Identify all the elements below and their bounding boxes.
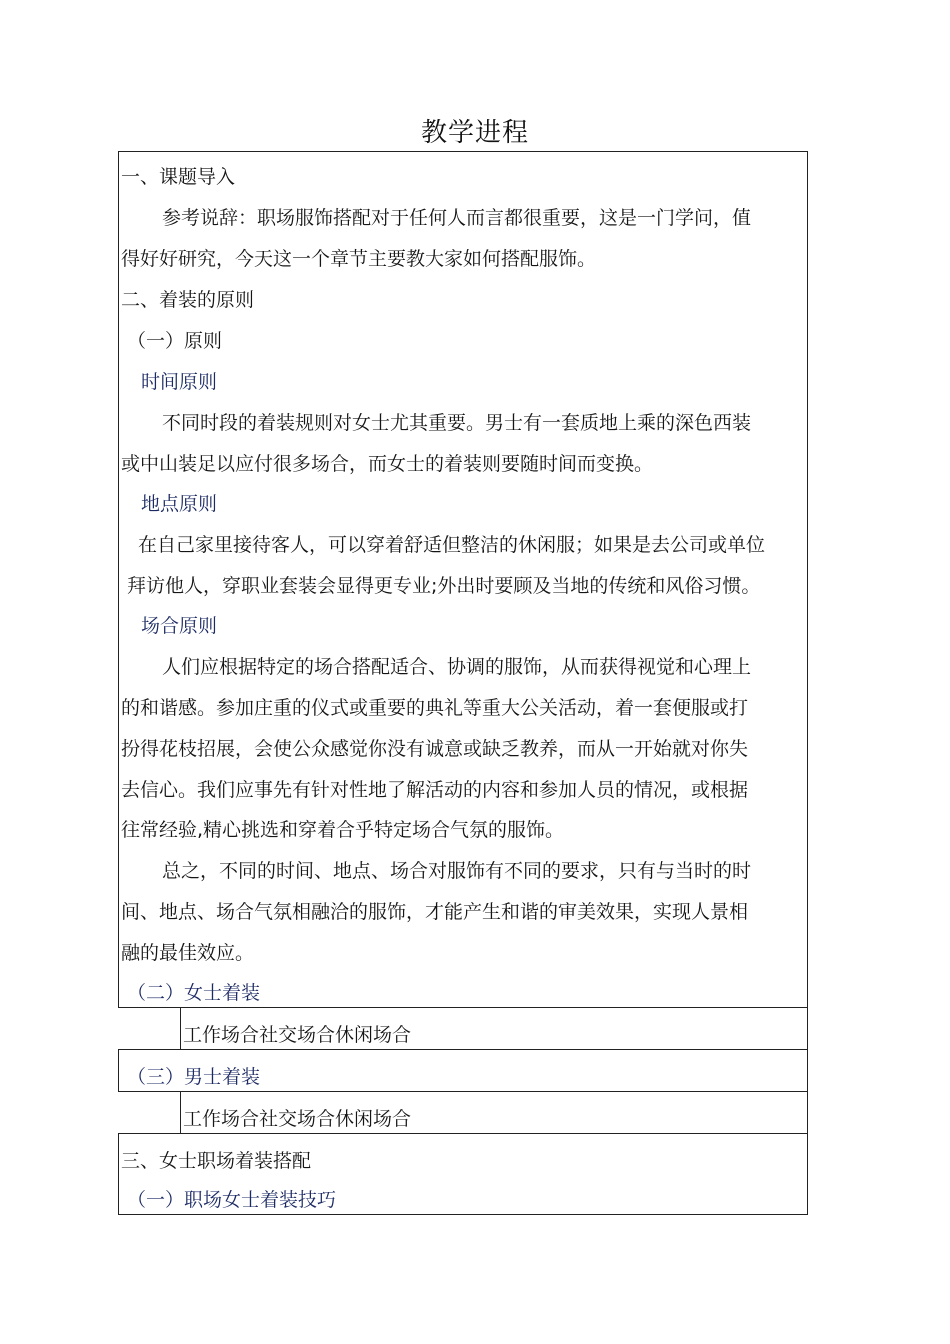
section-heading-workplace: 三、女士职场着装搭配 <box>121 1150 312 1172</box>
paragraph-line: 往常经验,精心挑选和穿着合乎特定场合气氛的服饰。 <box>121 819 565 841</box>
principle-heading-place: 地点原则 <box>141 493 218 515</box>
paragraph-line: 得好好研究，今天这一个章节主要教大家如何搭配服饰。 <box>121 248 597 270</box>
paragraph-line: 的和谐感。参加庄重的仪式或重要的典礼等重大公关活动，着一套便服或打 <box>121 697 749 719</box>
subsection-heading-tips: （一）职场女士着装技巧 <box>127 1189 337 1211</box>
paragraph-line: 扮得花枝招展，会使公众感觉你没有诚意或缺乏教养，而从一开始就对你失 <box>121 738 749 760</box>
paragraph-line: 或中山装足以应付很多场合，而女士的着装则要随时间而变换。 <box>121 453 654 475</box>
section-heading-intro: 一、课题导入 <box>121 166 236 188</box>
subsection-heading: （一）原则 <box>127 330 223 352</box>
principle-heading-occasion: 场合原则 <box>141 615 218 637</box>
paragraph-line: 融的最佳效应。 <box>121 942 255 964</box>
paragraph-line: 去信心。我们应事先有针对性地了解活动的内容和参加人员的情况，或根据 <box>121 779 749 801</box>
paragraph-line: 参考说辞：职场服饰搭配对于任何人而言都很重要，这是一门学问，值 <box>162 207 752 229</box>
principle-heading-time: 时间原则 <box>141 371 218 393</box>
paragraph-line: 人们应根据特定的场合搭配适合、协调的服饰，从而获得视觉和心理上 <box>162 656 752 678</box>
subsection-heading-women: （二）女士着装 <box>127 982 261 1004</box>
subsection-heading-men: （三）男士着装 <box>127 1066 261 1088</box>
paragraph-line: 在自己家里接待客人，可以穿着舒适但整洁的休闲服；如果是去公司或单位 <box>138 534 766 556</box>
section-heading-principles: 二、着装的原则 <box>121 289 255 311</box>
paragraph-line: 总之，不同的时间、地点、场合对服饰有不同的要求，只有与当时的时 <box>162 860 752 882</box>
page-title: 教学进程 <box>420 118 529 148</box>
scene-list-men: 工作场合社交场合休闲场合 <box>183 1108 412 1130</box>
scene-list-women: 工作场合社交场合休闲场合 <box>183 1024 412 1046</box>
paragraph-line: 不同时段的着装规则对女士尤其重要。男士有一套质地上乘的深色西装 <box>162 412 752 434</box>
paragraph-line: 拜访他人，穿职业套装会显得更专业;外出时要顾及当地的传统和风俗习惯。 <box>127 575 761 597</box>
paragraph-line: 间、地点、场合气氛相融洽的服饰，才能产生和谐的审美效果，实现人景相 <box>121 901 749 923</box>
